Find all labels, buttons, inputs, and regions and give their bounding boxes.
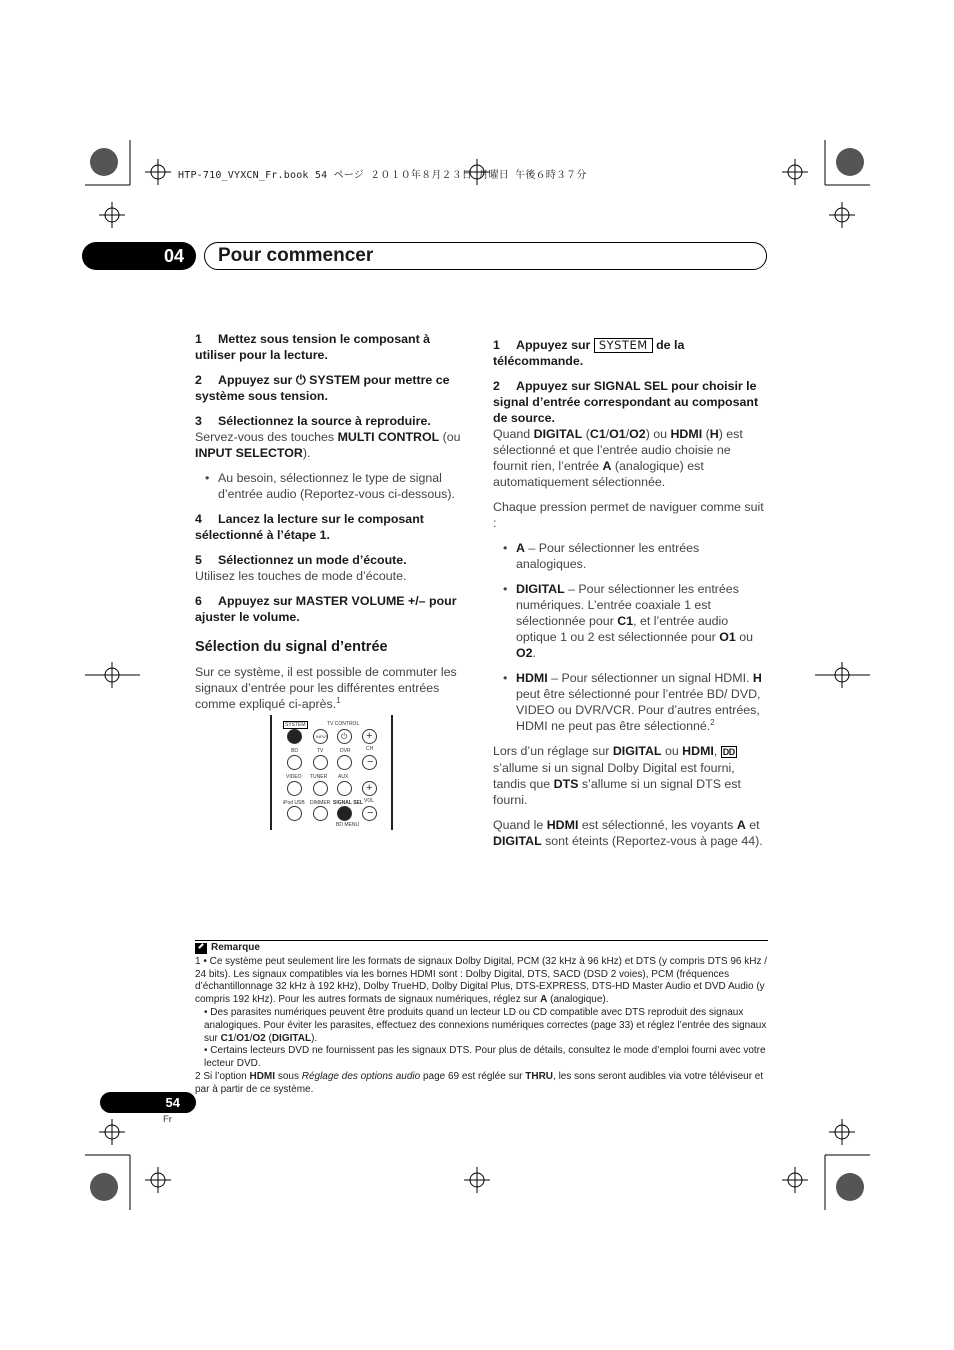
remote-ch-minus-button: −	[362, 755, 377, 770]
remote-dvr-label: DVR	[340, 748, 351, 754]
remote-tv-button	[313, 755, 328, 770]
right-para-3: Lors d’un réglage sur DIGITAL ou HDMI, DD s’allume si un signal Dolby Digital est fourni, tandis que DTS s’allume si un signal DTS est fourni.	[493, 744, 741, 807]
remote-bd-button	[287, 755, 302, 770]
right-step-2: 2 Appuyez sur SIGNAL SEL pour choisir le signal d’entrée correspondant au composant de source.	[493, 379, 759, 425]
bullet-digital: • DIGITAL – Pour sélectionner les entrées numériques. L’entrée coaxiale 1 est sélectionnée pour C1, et l’entrée audio optique 1 ou 2 est sélectionnée pour O1 ou O2.	[493, 581, 768, 661]
page-language: Fr	[163, 1114, 172, 1125]
bullet-analog: • A – Pour sélectionner les entrées analogiques.	[493, 540, 768, 572]
remote-ipod-button	[287, 806, 302, 821]
remote-system-button	[287, 729, 302, 744]
right-para-1: Quand DIGITAL (C1/O1/O2) ou HDMI (H) est sélectionné et que l’entrée audio choisie ne fournit rien, l’entrée A (analogique) est automatiquement sélectionnée.	[493, 427, 743, 489]
remote-aux-label: AUX	[338, 774, 349, 780]
step-3-bullet: • Au besoin, sélectionnez le type de signal d’entrée audio (Reportez-vous ci-dessous).	[195, 470, 472, 502]
note-1b: • Des parasites numériques peuvent être produits quand un lecteur LD ou CD compatible avec DTS reproduit des signaux analogiques. Pour éviter les parasites, effectuez des connexions numériques correctes (page 33) et réglez l’entrée des signaux sur C1/O1/O2 (DIGITAL).	[204, 1006, 767, 1044]
step-3: 3 Sélectionnez la source à reproduire.	[195, 414, 431, 428]
left-column	[195, 331, 472, 721]
remote-input-button: INPUT	[313, 729, 328, 744]
page-number: 54	[100, 1092, 196, 1113]
remote-ch-plus-button: +	[362, 729, 377, 744]
bullet-hdmi: • HDMI – Pour sélectionner un signal HDMI. H peut être sélectionné pour l’entrée BD/ DVD, VIDEO ou DVR/VCR. Pour d’autres entrées, HDMI ne peut pas être sélectionné.$^2$	[493, 670, 768, 734]
step-3-body: Servez-vous des touches MULTI CONTROL (ou INPUT SELECTOR).	[195, 430, 461, 460]
remote-ch-label: CH	[366, 746, 374, 752]
remote-tuner-label: TUNER	[310, 774, 328, 780]
remote-control-illustration	[270, 715, 394, 830]
remote-bd-menu-label: BD MENU	[336, 822, 360, 828]
remote-system-label: SYSTEM	[285, 722, 306, 728]
remote-dvr-button	[337, 755, 352, 770]
power-icon: ⏻	[295, 373, 306, 387]
notes-section	[195, 940, 768, 1097]
remote-vol-minus-button: −	[362, 806, 377, 821]
note-2: 2 Si l’option HDMI sous Réglage des options audio page 69 est réglée sur THRU, les sons seront audibles via votre téléviseur et par à partir de ce système.	[195, 1070, 764, 1095]
remote-dimmer-label: DIMMER	[310, 800, 331, 806]
step-5-body: Utilisez les touches de mode d’écoute.	[195, 569, 407, 583]
remote-vol-label: VOL	[364, 798, 375, 804]
section-title: Sélection du signal d’entrée	[195, 639, 388, 655]
remote-aux-button	[337, 781, 352, 796]
remote-video-label: VIDEO	[286, 774, 302, 780]
system-key: SYSTEM	[594, 338, 653, 353]
right-column	[493, 337, 768, 858]
remote-power-icon: ⏻	[337, 729, 352, 744]
step-1: 1 Mettez sous tension le composant à utiliser pour la lecture.	[195, 332, 431, 362]
step-5: 5 Sélectionnez un mode d’écoute.	[195, 553, 407, 567]
remote-signal-sel-button	[337, 806, 352, 821]
remote-video-button	[287, 781, 302, 796]
right-para-2: Chaque pression permet de naviguer comme suit :	[493, 500, 764, 530]
chapter-title: Pour commencer	[218, 245, 374, 266]
chapter-number-badge: 04	[82, 242, 196, 270]
pencil-icon	[195, 943, 207, 954]
remote-tuner-button	[313, 781, 328, 796]
remote-dimmer-button	[313, 806, 328, 821]
remote-bd-label: BD	[291, 748, 298, 754]
step-2: 2 Appuyez sur ⏻ SYSTEM pour mettre ce système sous tension.	[195, 373, 450, 403]
dolby-digital-icon: DD	[722, 747, 735, 757]
note-1c: • Certains lecteurs DVD ne fournissent pas les signaux DTS. Pour plus de détails, consultez le mode d’emploi fourni avec votre lecteur DVD.	[204, 1045, 766, 1070]
note-1a: 1 • Ce système peut seulement lire les formats de signaux Dolby Digital, PCM (32 kHz à 96 kHz) et DTS (y compris DTS 96 kHz / 24 bits). Les signaux compatibles via les bornes HDMI sont : Dolby Digital, DTS, SACD (DSD 2 voies), PCM (fréquences d’échantillonnage 32 kHz à 192 kHz), Dolby TrueHD, Dolby Digital Plus, DTS-EXPRESS, DTS-HD Master Audio et DVD Audio (y compris 192 kHz). Pour les autres formats de signaux numériques, réglez sur A (analogique).	[195, 955, 768, 1006]
remote-tv-label: TV	[317, 748, 324, 754]
section-body: Sur ce système, il est possible de commuter les signaux d’entrée pour les différentes entrées comme expliqué ci-après.$^1$	[195, 665, 457, 711]
note-heading: Remarque	[195, 942, 768, 955]
remote-ipod-label: iPod USB	[283, 800, 305, 806]
right-step-1: 1 Appuyez sur SYSTEM de la télécommande.	[493, 338, 685, 368]
step-6: 6 Appuyez sur MASTER VOLUME +/– pour ajuster le volume.	[195, 594, 457, 624]
right-para-4: Quand le HDMI est sélectionné, les voyants A et DIGITAL sont éteints (Reportez-vous à page 44).	[493, 818, 763, 848]
step-4: 4 Lancez la lecture sur le composant sélectionné à l’étape 1.	[195, 512, 424, 542]
remote-vol-plus-button: +	[362, 781, 377, 796]
remote-signal-sel-label: SIGNAL SEL	[333, 800, 363, 806]
print-header: HTP-710_VYXCN_Fr.book 54 ページ ２０１０年８月２３日 月曜日 午後６時３７分	[178, 170, 587, 181]
remote-tv-control-label: TV CONTROL	[327, 721, 360, 727]
